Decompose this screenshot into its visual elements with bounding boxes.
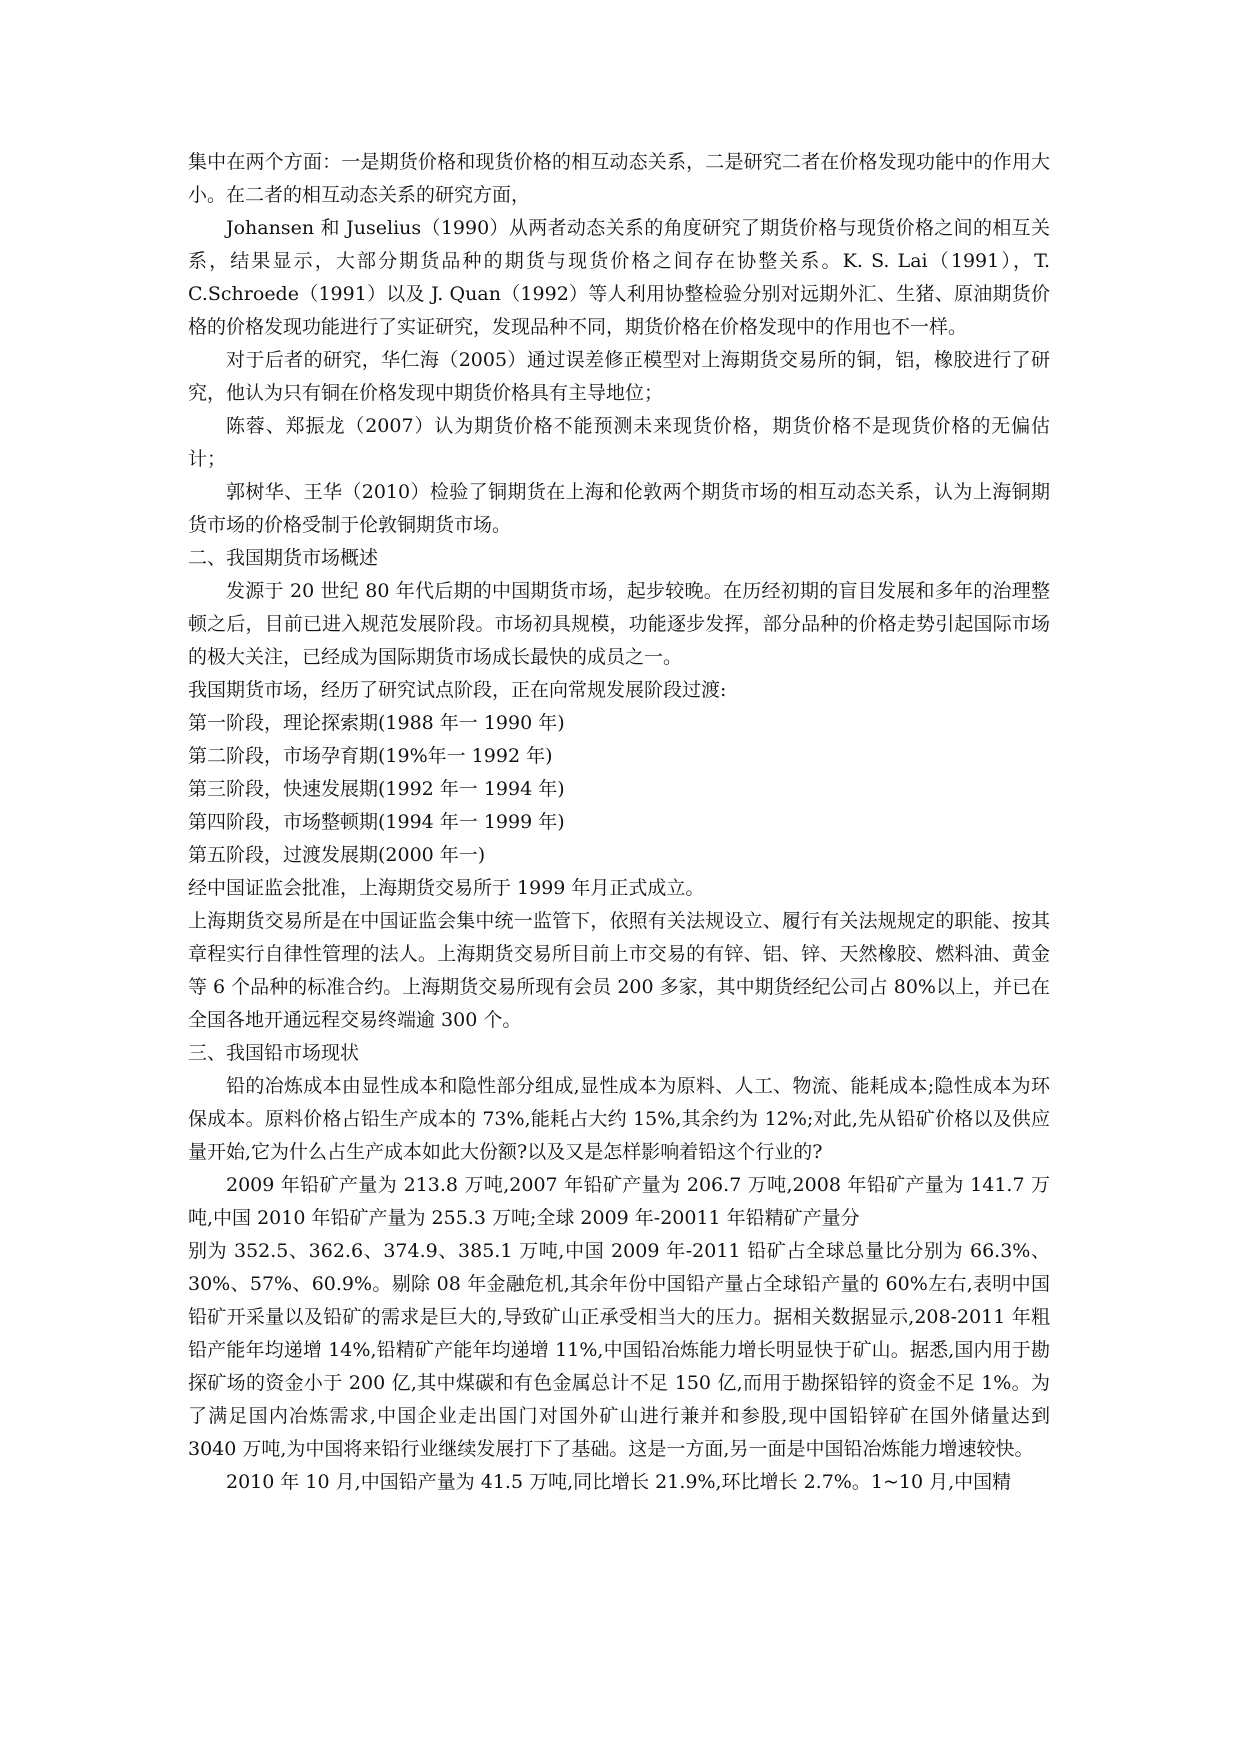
list-item-stage-5: 第五阶段，过渡发展期(2000 年一)	[188, 844, 486, 866]
paragraph-lead-2010: 2010 年 10 月,中国铅产量为 41.5 万吨,同比增长 21.9%,环比增长 2.7%。1~10 月,中国精	[226, 1471, 1012, 1493]
paragraph-lead-cost: 铅的冶炼成本由显性成本和隐性部分组成,显性成本为原料、人工、物流、能耗成本;隐性成本为环保成本。原料价格占铅生产成本的 73%,能耗占大约 15%,其余约为 12%;对此,先从铅矿价格以及供应量开始,它为什么占生产成本如此大份额?以及又是怎样影响着铅这个行业的?	[188, 1075, 1050, 1163]
paragraph-lead-output-b: 别为 352.5、362.6、374.9、385.1 万吨,中国 2009 年-2011 铅矿占全球总量比分别为 66.3%、30%、57%、60.9%。剔除 08 年金融危机,其余年份中国铅产量占全球铅产量的 60%左右,表明中国铅矿开采量以及铅矿的需求是巨大的,导致矿山正承受相当大的压力。据相关数据显示,208-2011 年粗铅产能年均递增 14%,铅精矿产能年均递增 11%,中国铅冶炼能力增长明显快于矿山。据悉,国内用于勘探矿场的资金小于 200 亿,其中煤碳和有色金属总计不足 150 亿,而用于勘探铅锌的资金不足 1%。为了满足国内冶炼需求,中国企业走出国门对国外矿山进行兼并和参股,现中国铅锌矿在国外储量达到 3040 万吨,为中国将来铅行业继续发展打下了基础。这是一方面,另一面是中国铅冶炼能力增速较快。	[188, 1240, 1050, 1460]
paragraph-stages-intro: 我国期货市场，经历了研究试点阶段，正在向常规发展阶段过渡:	[188, 679, 727, 701]
paragraph-guo-wang: 郭树华、王华（2010）检验了铜期货在上海和伦敦两个期货市场的相互动态关系，认为上海铜期货市场的价格受制于伦敦铜期货市场。	[188, 481, 1050, 536]
paragraph-shfe-established: 经中国证监会批准，上海期货交易所于 1999 年月正式成立。	[188, 877, 705, 899]
paragraph-shfe-description: 上海期货交易所是在中国证监会集中统一监管下，依照有关法规设立、履行有关法规规定的职能、按其章程实行自律性管理的法人。上海期货交易所目前上市交易的有锌、铝、锌、天然橡胶、燃料油、黄金等 6 个品种的标准合约。上海期货交易所现有会员 200 多家，其中期货经纪公司占 80%以上，并已在全国各地开通远程交易终端逾 300 个。	[188, 910, 1050, 1031]
document-page	[188, 146, 1050, 1499]
section-heading-lead-market: 三、我国铅市场现状	[188, 1042, 360, 1064]
paragraph-futures-origin: 发源于 20 世纪 80 年代后期的中国期货市场，起步较晚。在历经初期的盲目发展和多年的治理整顿之后，目前已进入规范发展阶段。市场初具规模，功能逐步发挥，部分品种的价格走势引起国际市场的极大关注，已经成为国际期货市场成长最快的成员之一。	[188, 580, 1050, 668]
list-item-stage-1: 第一阶段，理论探索期(1988 年一 1990 年)	[188, 712, 565, 734]
paragraph-price-relations-intro: 集中在两个方面：一是期货价格和现货价格的相互动态关系，二是研究二者在价格发现功能中的作用大小。在二者的相互动态关系的研究方面，	[188, 151, 1050, 206]
list-item-stage-4: 第四阶段，市场整顿期(1994 年一 1999 年)	[188, 811, 565, 833]
paragraph-chen-zheng: 陈蓉、郑振龙（2007）认为期货价格不能预测未来现货价格，期货价格不是现货价格的无偏估计；	[188, 415, 1050, 470]
list-item-stage-3: 第三阶段，快速发展期(1992 年一 1994 年)	[188, 778, 565, 800]
section-heading-futures-market: 二、我国期货市场概述	[188, 547, 379, 569]
paragraph-hua-renhai: 对于后者的研究，华仁海（2005）通过误差修正模型对上海期货交易所的铜，铝，橡胶进行了研究，他认为只有铜在价格发现中期货价格具有主导地位；	[188, 349, 1050, 404]
paragraph-lead-output-a: 2009 年铅矿产量为 213.8 万吨,2007 年铅矿产量为 206.7 万吨,2008 年铅矿产量为 141.7 万吨,中国 2010 年铅矿产量为 255.3 万吨;全球 2009 年-20011 年铅精矿产量分	[188, 1174, 1050, 1229]
list-item-stage-2: 第二阶段，市场孕育期(19%年一 1992 年)	[188, 745, 553, 767]
paragraph-johansen-juselius: Johansen 和 Juselius（1990）从两者动态关系的角度研究了期货价格与现货价格之间的相互关系，结果显示，大部分期货品种的期货与现货价格之间存在协整关系。K. S. Lai（1991），T. C.Schroede（1991）以及 J. Quan（1992）等人利用协整检验分别对远期外汇、生猪、原油期货价格的价格发现功能进行了实证研究，发现品种不同，期货价格在价格发现中的作用也不一样。	[188, 217, 1050, 338]
